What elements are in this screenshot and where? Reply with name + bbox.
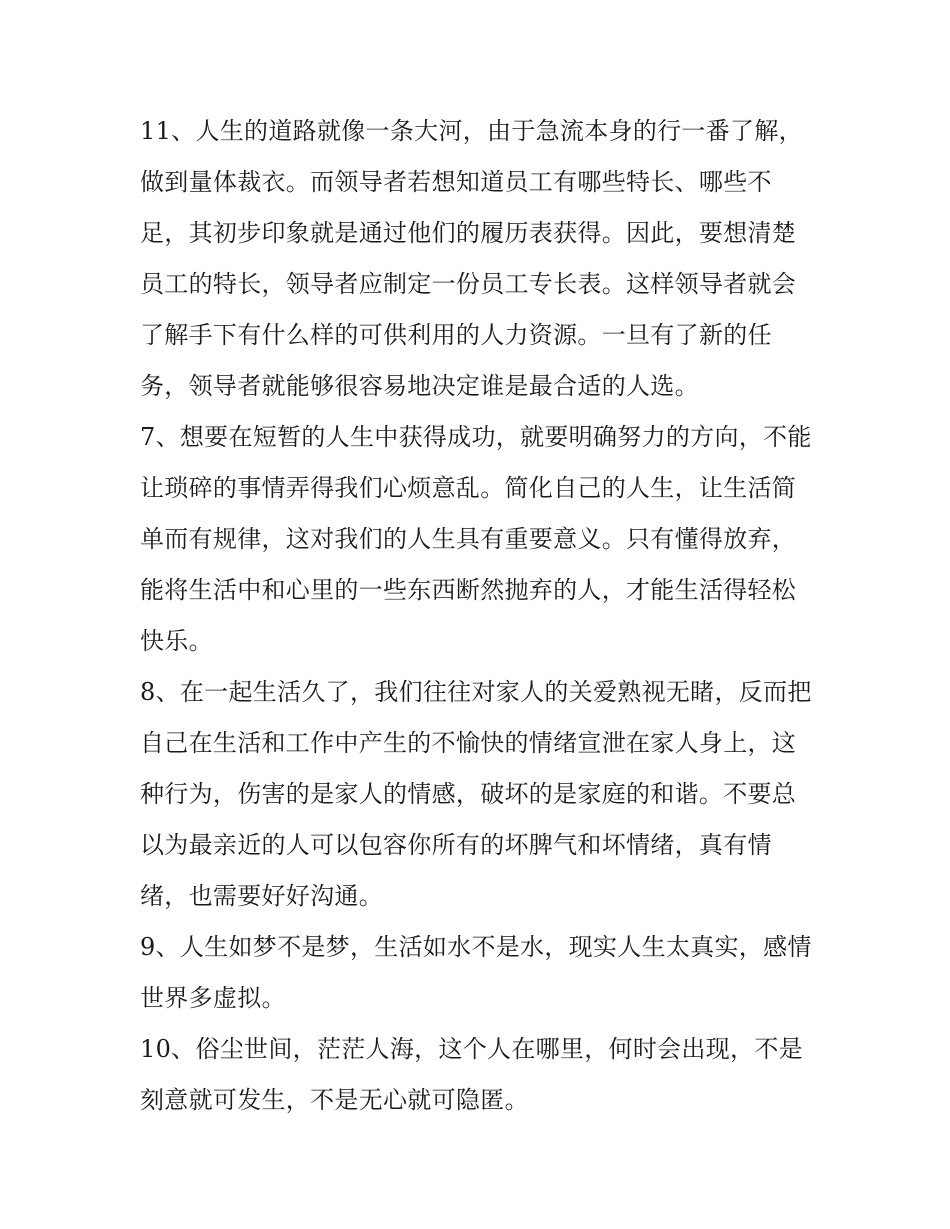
paragraph-10: 10、俗尘世间，茫茫人海，这个人在哪里，何时会出现，不是刻意就可发生，不是无心就可隐匿。	[140, 1035, 803, 1114]
document-page	[140, 106, 820, 1126]
paragraph-8: 8、在一起生活久了，我们往往对家人的关爱熟视无睹，反而把自己在生活和工作中产生的不愉快的情绪宣泄在家人身上，这种行为，伤害的是家人的情感，破坏的是家庭的和谐。不要总以为最亲近的人可以包容你所有的坏脾气和坏情绪，真有情绪，也需要好好沟通。	[140, 678, 812, 910]
paragraph-9: 9、人生如梦不是梦，生活如水不是水，现实人生太真实，感情世界多虚拟。	[140, 933, 812, 1012]
paragraph-11: 11、人生的道路就像一条大河，由于急流本身的行一番了解，做到量体裁衣。而领导者若想知道员工有哪些特长、哪些不足，其初步印象就是通过他们的履历表获得。因此，要想清楚员工的特长，领导者应制定一份员工专长表。这样领导者就会了解手下有什么样的可供利用的人力资源。一旦有了新的任务，领导者就能够很容易地决定谁是最合适的人选。	[140, 117, 803, 400]
paragraph-7: 7、想要在短暂的人生中获得成功，就要明确努力的方向，不能让琐碎的事情弄得我们心烦意乱。简化自己的人生，让生活简单而有规律，这对我们的人生具有重要意义。只有懂得放弃，能将生活中和心里的一些东西断然抛弃的人，才能生活得轻松快乐。	[140, 423, 812, 655]
